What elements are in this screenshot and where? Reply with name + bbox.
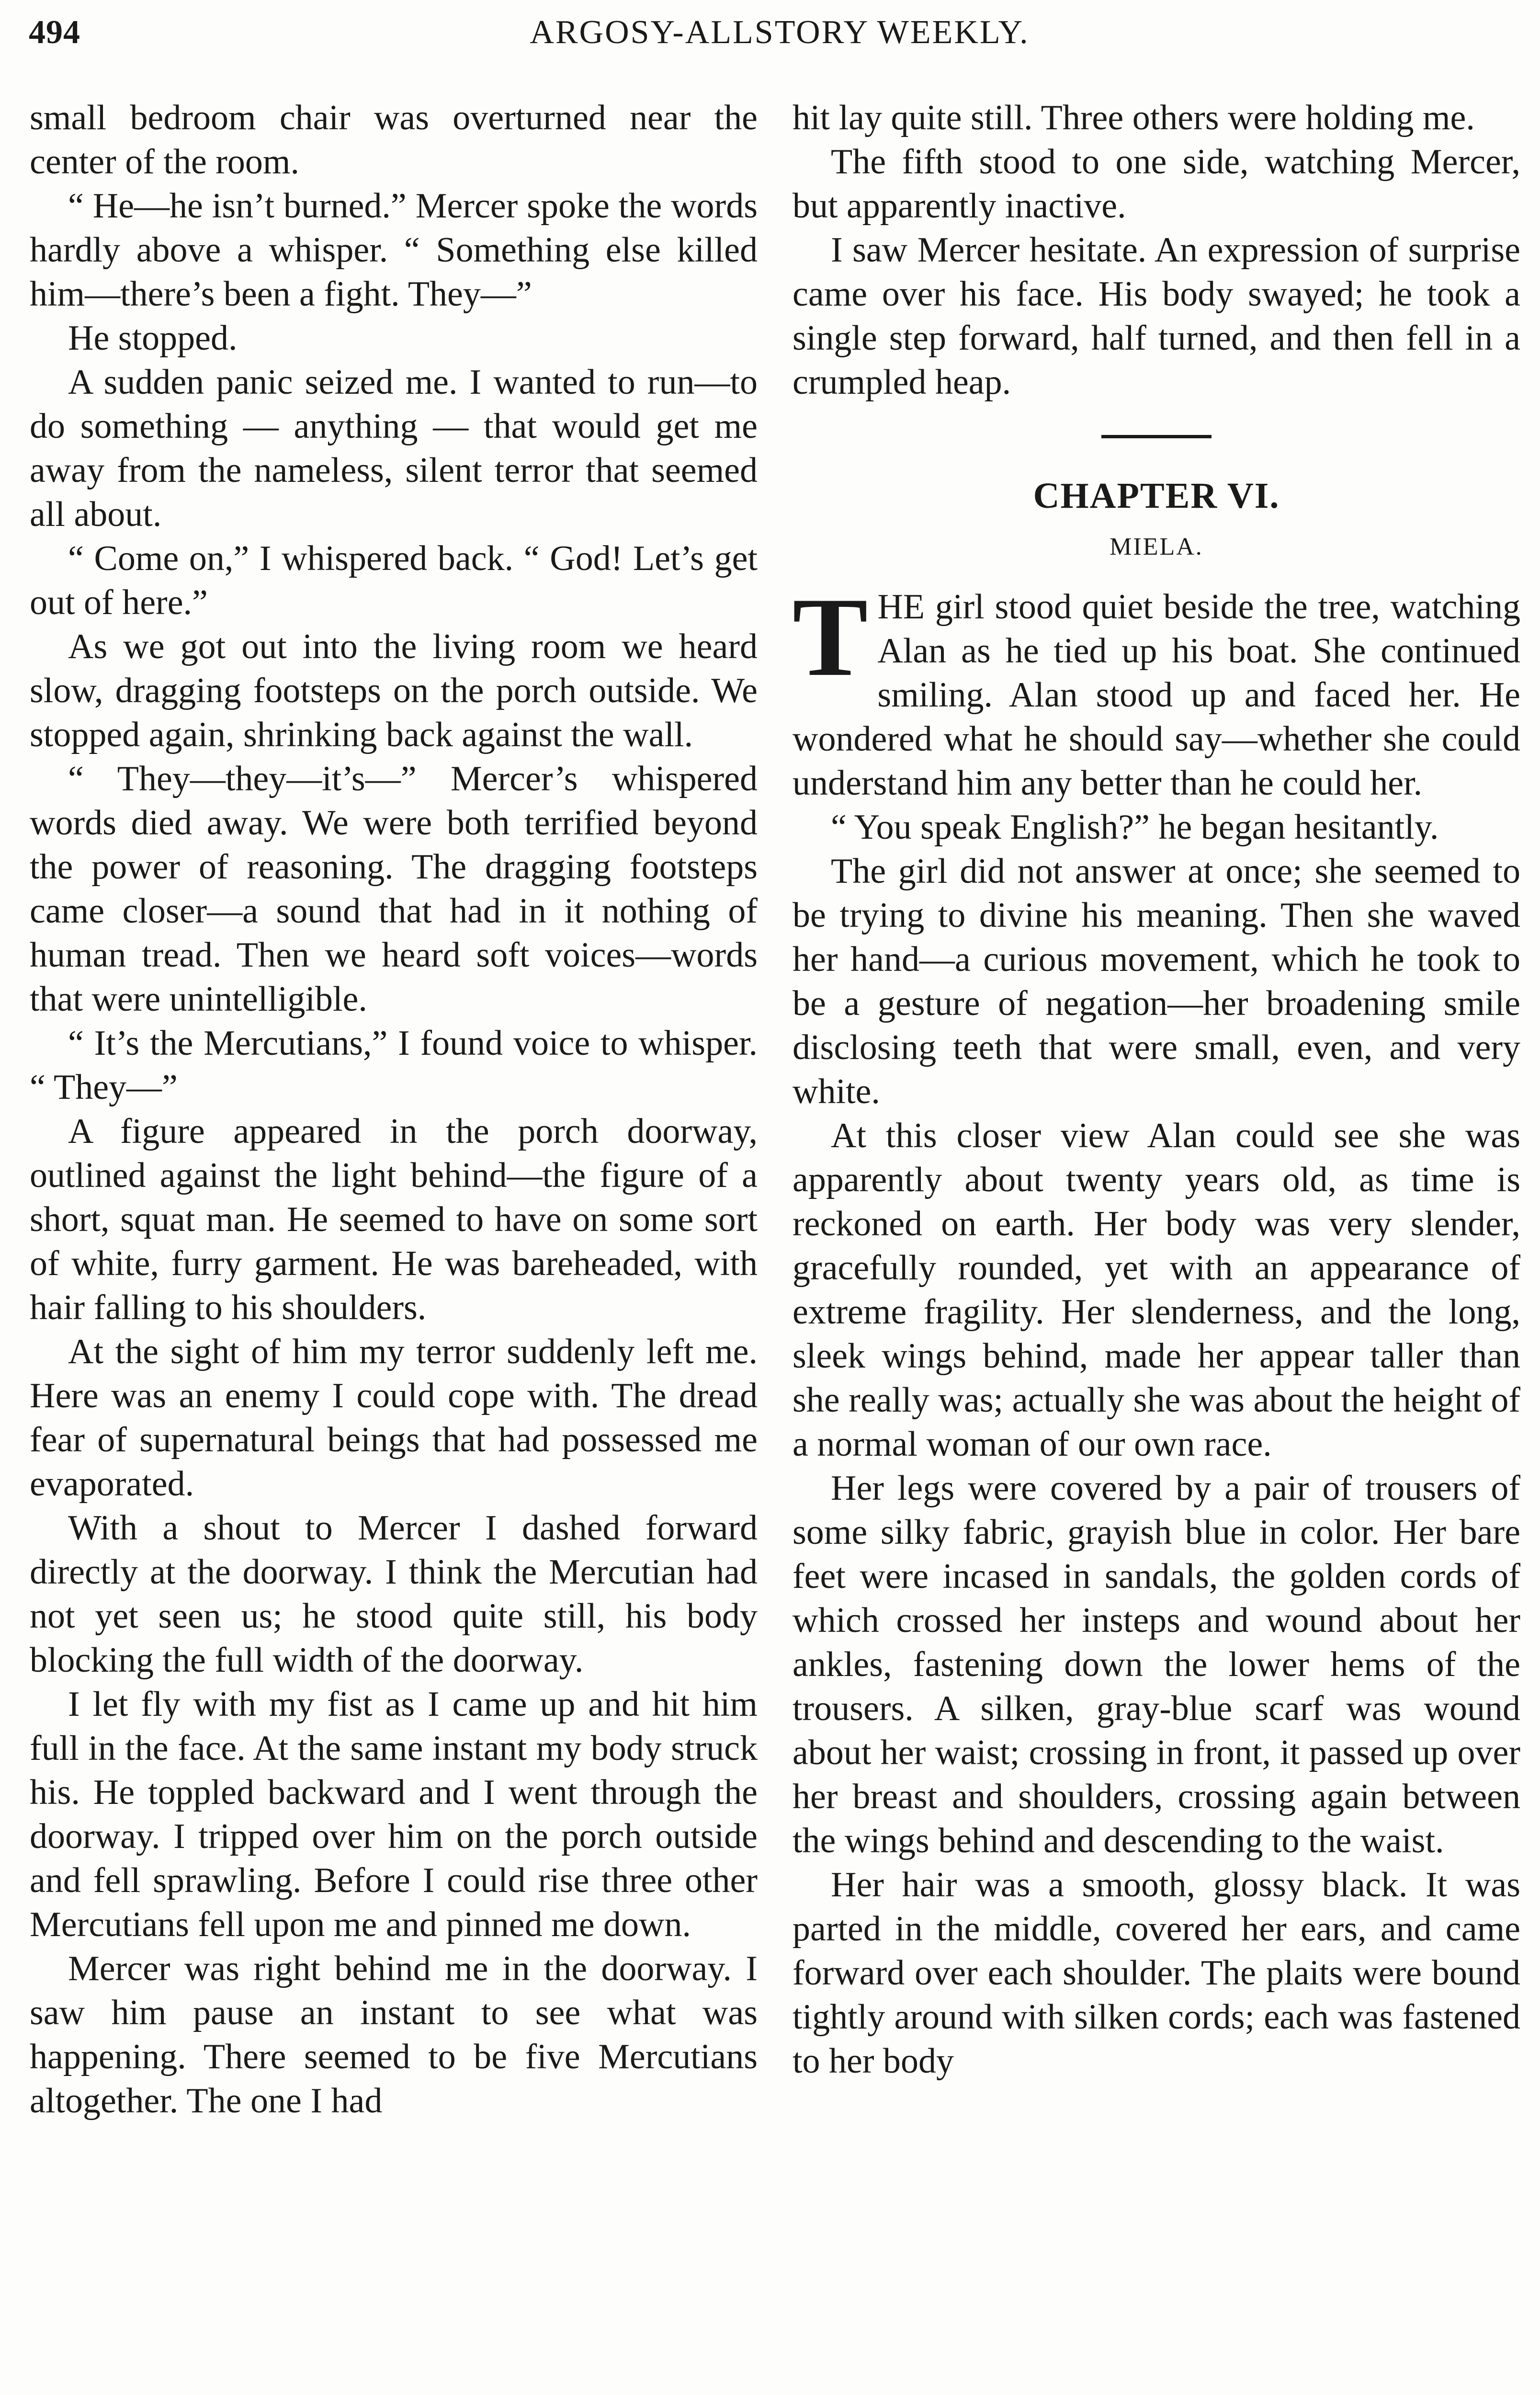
paragraph: With a shout to Mercer I dashed forward directly at the doorway. I think the Mercutian had not yet seen us; he stood quite still, his body blocking the full width of the doorway.	[30, 1508, 758, 1680]
paragraph: “ They—they—it’s—” Mercer’s whispered words died away. We were both terrified beyond the power of reasoning. The dragging footsteps came closer—a sound that had in it nothing of human tread. Then we heard soft voices—words that were unintelligible.	[30, 759, 758, 1019]
right-column	[793, 96, 1520, 2083]
paragraph: “ You speak English?” he began hesitantly.	[831, 808, 1439, 847]
paragraph: As we got out into the living room we heard slow, dragging footsteps on the porch outside. We stopped again, shrinking back against the wall.	[30, 627, 758, 754]
paragraph: Mercer was right behind me in the doorway. I saw him pause an instant to see what was happening. There seemed to be five Mercutians altogether. The one I had	[30, 1949, 758, 2121]
paragraph: Her hair was a smooth, glossy black. It was parted in the middle, covered her ears, and came forward over each shoulder. The plaits were bound tightly around with silken cords; each was fastened to her body	[793, 1865, 1520, 2081]
paragraph: hit lay quite still. Three others were holding me.	[793, 98, 1475, 137]
chapter-title: CHAPTER VI.	[1033, 476, 1280, 516]
left-column	[30, 96, 758, 2123]
paragraph: The girl did not answer at once; she seemed to be trying to divine his meaning. Then she waved her hand—a curious movement, which he took to be a gesture of negation—her broadening smile disclosing teeth that were small, even, and very white.	[793, 852, 1520, 1111]
paragraph: “ Come on,” I whispered back. “ God! Let’s get out of here.”	[30, 539, 758, 622]
paragraph: small bedroom chair was overturned near the center of the room.	[30, 98, 758, 182]
opening-text: HE girl stood quiet beside the tree, watching Alan as he tied up his boat. She continued smiling. Alan stood up and faced her. He wondered what he should say—whether she could understand him any better than he could her.	[793, 587, 1520, 803]
paragraph: At this closer view Alan could see she was apparently about twenty years old, as time is reckoned on earth. Her body was very slender, gracefully rounded, yet with an appearance of extreme fragility. Her slenderness, and the long, sleek wings behind, made her appear taller than she really was; actually she was about the height of a normal woman of our own race.	[793, 1116, 1520, 1464]
drop-cap: T	[793, 575, 868, 700]
paragraph: I saw Mercer hesitate. An expression of surprise came over his face. His body swayed; he took a single step forward, half turned, and then fell in a crumpled heap.	[793, 230, 1520, 402]
paragraph: A sudden panic seized me. I wanted to run—to do something — anything — that would get me away from the nameless, silent terror that seemed all about.	[30, 363, 758, 534]
paragraph: He stopped.	[68, 319, 238, 358]
paragraph: “ He—he isn’t burned.” Mercer spoke the words hardly above a whisper. “ Something else killed him—there’s been a fight. They—”	[30, 186, 758, 314]
paragraph: At the sight of him my terror suddenly left me. Here was an enemy I could cope with. The dread fear of supernatural beings that had possessed me evaporated.	[30, 1332, 758, 1504]
paragraph: “ It’s the Mercutians,” I found voice to whisper. “ They—”	[30, 1024, 758, 1107]
paragraph: Her legs were covered by a pair of trousers of some silky fabric, grayish blue in color. Her bare feet were incased in sandals, the golden cords of which crossed her insteps and wound about her ankles, fastening down the lower hems of the trousers. A silken, gray-blue scarf was wound about her waist; crossing in front, it passed up over her breast and shoulders, crossing again between the wings behind and descending to the waist.	[793, 1469, 1520, 1860]
chapter-subtitle: MIELA.	[1110, 533, 1203, 560]
paragraph: I let fly with my fist as I came up and hit him full in the face. At the same instant my body struck his. He toppled backward and I went through the doorway. I tripped over him on the porch outside and fell sprawling. Before I could rise three other Mercutians fell upon me and pinned me down.	[30, 1685, 758, 1944]
running-head: ARGOSY-ALLSTORY WEEKLY.	[530, 14, 1030, 51]
paragraph: A figure appeared in the porch doorway, outlined against the light behind—the figure of a short, squat man. He seemed to have on some sort of white, furry garment. He was bareheaded, with hair falling to his shoulders.	[30, 1112, 758, 1327]
page-number: 494	[29, 14, 80, 51]
section-divider	[1101, 435, 1212, 438]
page-header	[29, 13, 1511, 66]
chapter-opening-paragraph	[793, 575, 1520, 805]
paragraph: The fifth stood to one side, watching Mercer, but apparently inactive.	[793, 142, 1520, 226]
